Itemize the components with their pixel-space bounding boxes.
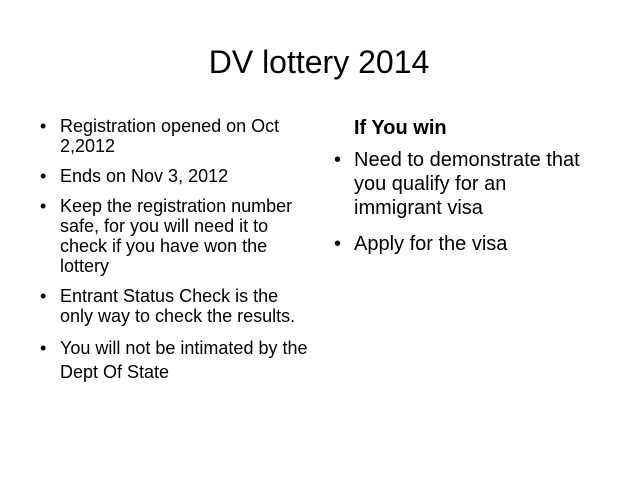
list-item — [40, 286, 310, 326]
right-column-heading: If You win — [354, 117, 447, 139]
bullet-icon: • — [40, 196, 47, 216]
right-bullet-list — [334, 148, 594, 268]
list-item-text: You will not be intimated by the Dept Of State — [60, 338, 308, 382]
list-item-text: Apply for the visa — [354, 233, 508, 255]
list-item-text: Ends on Nov 3, 2012 — [60, 166, 229, 186]
list-item — [334, 148, 594, 220]
list-item-text: Registration opened on Oct 2,2012 — [60, 116, 280, 156]
bullet-icon: • — [334, 233, 342, 255]
list-item-text: Entrant Status Check is the only way to check the results. — [60, 286, 296, 326]
list-item — [40, 336, 310, 384]
bullet-icon: • — [40, 286, 47, 306]
list-item — [40, 166, 310, 186]
list-item-text: Need to demonstrate that you qualify for an immigrant visa — [354, 149, 580, 219]
bullet-icon: • — [40, 338, 47, 358]
list-item — [40, 116, 310, 156]
bullet-icon: • — [334, 149, 342, 171]
list-item-text: Keep the registration number safe, for you will need it to check if you have won the lottery — [60, 196, 293, 276]
left-bullet-list — [40, 116, 310, 390]
slide-title: DV lottery 2014 — [208, 44, 430, 80]
bullet-icon: • — [40, 116, 47, 136]
list-item — [40, 196, 310, 276]
bullet-icon: • — [40, 166, 47, 186]
list-item — [334, 232, 594, 256]
